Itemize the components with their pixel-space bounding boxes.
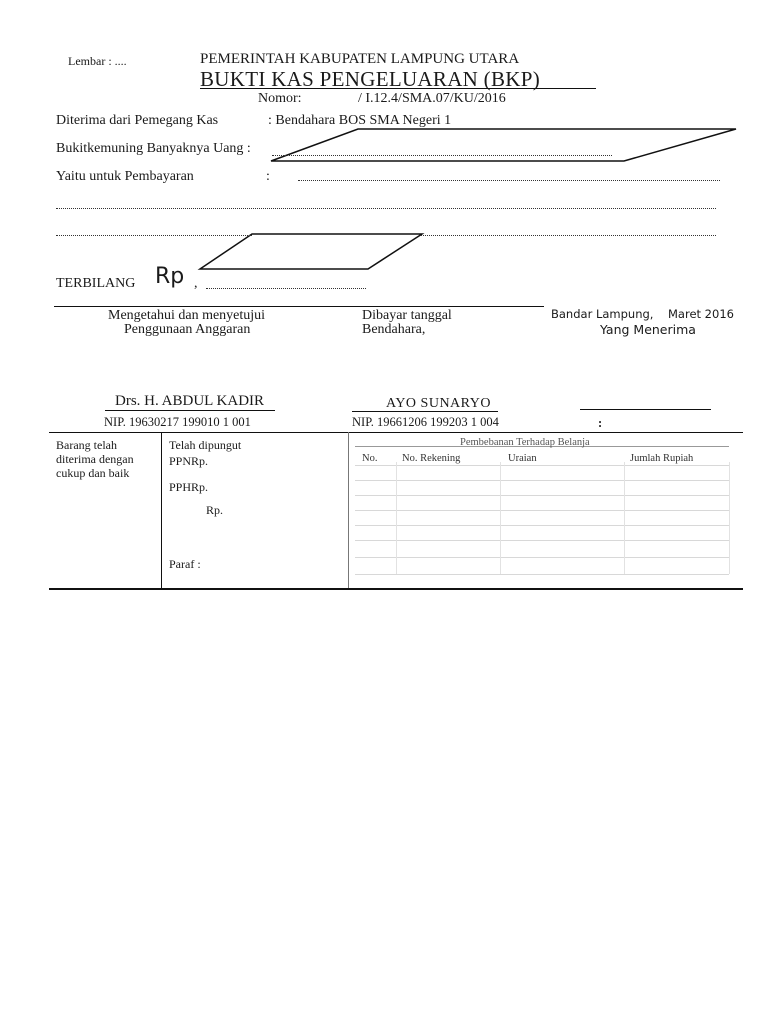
payer-nip: NIP. 19661206 199203 1 004 (352, 415, 499, 429)
goods-received-line3: cukup dan baik (56, 466, 130, 480)
expense-grid-column (396, 462, 397, 574)
expense-grid-column (500, 462, 501, 574)
column-amount: Jumlah Rupiah (630, 453, 694, 464)
terbilang-label: TERBILANG (56, 276, 136, 291)
pph-label: PPHRp. (169, 480, 209, 494)
expense-grid-row (355, 480, 729, 481)
expense-grid-row (355, 495, 729, 496)
expense-grid-row (355, 525, 729, 526)
payer-line1: Dibayar tanggal (362, 308, 452, 323)
payment-dotted-line-1 (298, 180, 720, 181)
receiver-colon: : (598, 416, 603, 430)
expense-grid-row (355, 465, 729, 466)
receiver-signature-line (580, 409, 711, 410)
expense-grid-row (355, 557, 729, 558)
approver-name: Drs. H. ABDUL KADIR (115, 393, 265, 409)
amount-dotted-line (272, 155, 612, 156)
terbilang-parallelogram-box (200, 234, 422, 269)
currency-symbol: Rp (155, 264, 185, 289)
received-from-label: Diterima dari Pemegang Kas (56, 113, 219, 128)
payer-line2: Bendahara, (362, 322, 426, 337)
bottom-table-divider-1 (161, 432, 162, 588)
payment-for-label: Yaitu untuk Pembayaran (56, 169, 194, 184)
goods-received-line1: Barang telah (56, 438, 117, 452)
government-name: PEMERINTAH KABUPATEN LAMPUNG UTARA (200, 51, 520, 67)
approver-line2: Penggunaan Anggaran (124, 322, 251, 337)
approver-line1: Mengetahui dan menyetujui (108, 308, 266, 323)
payment-dotted-line-3a (56, 235, 252, 236)
expense-grid-row (355, 510, 729, 511)
nomor-label: Nomor: (258, 91, 302, 106)
currency-comma: , (194, 276, 198, 291)
lembar-label: Lembar : .... (68, 54, 127, 68)
expense-grid-column (729, 462, 730, 574)
terbilang-dotted-line (206, 288, 366, 289)
paraf-label: Paraf : (169, 557, 201, 571)
payer-name-underline (352, 411, 498, 412)
amount-parallelogram-box (271, 129, 736, 161)
tax-collected-label: Telah dipungut (169, 438, 242, 452)
column-account-number: No. Rekening (402, 453, 461, 464)
bottom-table-top-border (49, 432, 743, 433)
document-title: BUKTI KAS PENGELUARAN (BKP) (200, 67, 541, 91)
bottom-table-bottom-border (49, 588, 743, 590)
receiver-label: Yang Menerima (600, 322, 696, 337)
amount-label: Bukitkemuning Banyaknya Uang : (56, 141, 251, 156)
expense-grid-column (624, 462, 625, 574)
place-date: Bandar Lampung, (551, 307, 654, 321)
expense-grid-row (355, 574, 729, 575)
expense-grid-row (355, 540, 729, 541)
goods-received-line2: diterima dengan (56, 452, 134, 466)
approver-nip: NIP. 19630217 199010 1 001 (104, 415, 251, 429)
expense-table-title: Pembebanan Terhadap Belanja (460, 437, 590, 448)
rp-label: Rp. (206, 503, 224, 517)
title-underline (200, 88, 596, 89)
nomor-value: / I.12.4/SMA.07/KU/2016 (358, 91, 506, 106)
date-value: Maret 2016 (668, 307, 734, 321)
approver-name-underline (105, 410, 275, 411)
payment-dotted-line-3b (420, 235, 716, 236)
column-no: No. (362, 453, 378, 464)
bottom-table-divider-2 (348, 432, 349, 588)
separator-line (54, 306, 544, 307)
payment-dotted-line-2 (56, 208, 716, 209)
ppn-label: PPNRp. (169, 454, 209, 468)
received-from-value: : Bendahara BOS SMA Negeri 1 (268, 113, 452, 128)
payment-for-colon: : (266, 169, 270, 184)
column-description: Uraian (508, 453, 537, 464)
payer-name: AYO SUNARYO (386, 396, 491, 411)
